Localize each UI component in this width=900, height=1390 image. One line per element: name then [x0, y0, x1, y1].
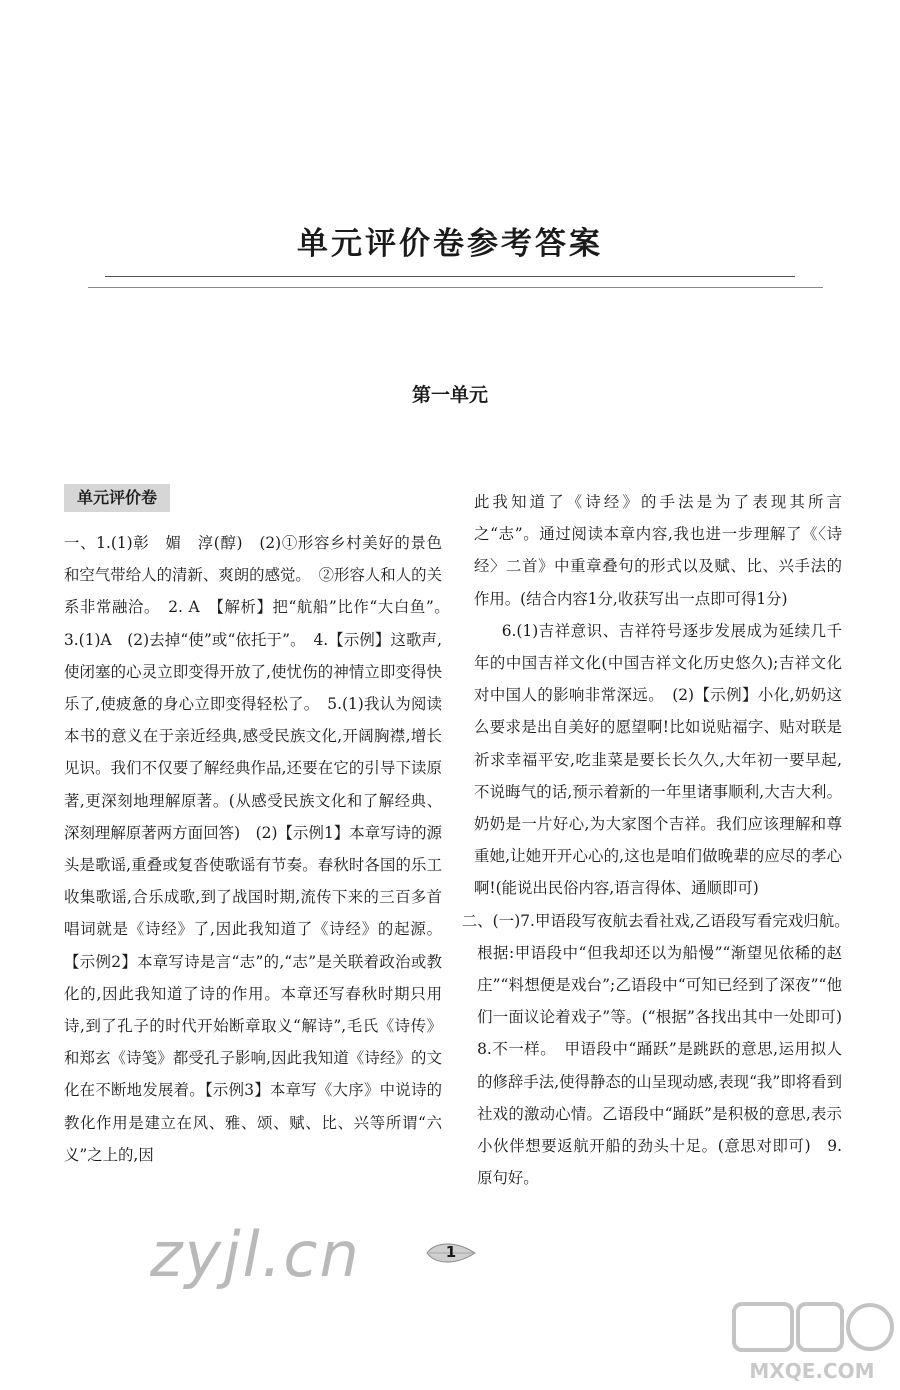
title-divider — [105, 276, 795, 277]
page-title: 单元评价卷参考答案 — [297, 226, 603, 262]
svg-text:MXQE.COM: MXQE.COM — [749, 1359, 875, 1383]
answer-paragraph: 此我知道了《诗经》的手法是为了表现其所言之“志”。通过阅读本章内容,我也进一步理解了《〈诗经〉二首》中重章叠句的形式以及赋、比、兴手法的作用。(结合内容1分,收获写出一点即可得1分) — [474, 493, 842, 608]
left-column — [64, 527, 458, 1171]
section-label: 单元评价卷 — [64, 484, 170, 512]
title-divider-secondary — [88, 287, 823, 288]
unit-title: 第一单元 — [411, 384, 488, 406]
answer-paragraph: 一、1.(1)彰 媚 淳(醇) (2)①形容乡村美好的景色和空气带给人的清新、爽朗的感觉。 ②形容人和人的关系非常融洽。 2. A 【解析】把“航船”比作“大白鱼”。 3.(1)A (2)去掉“使”或“依托于”。 4.【示例】这歌声,使闭塞的心灵立即变得开放了,使忧伤的神情立即变得快乐了,使疲惫的身心立即变得轻松了。 5.(1)我认为阅读本书的意义在于亲近经典,感受民族文化,开阔胸襟,增长见识。我们不仅要了解经典作品,还要在它的引导下读原著,更深刻地理解原著。(从感受民族文化和了解经典、深刻理解原著两方面回答) (2)【示例1】本章写诗的源头是歌谣,重叠或复沓使歌谣有节奏。春秋时各国的乐工收集歌谣,合乐成歌,到了战国时期,流传下来的三百多首唱词就是《诗经》了,因此我知道了《诗经》的起源。【示例2】本章写诗是言“志”的,“志”是关联着政治或教化的,因此我知道了诗的作用。本章还写春秋时期只用诗,到了孔子的时代开始断章取义“解诗”,毛氏《诗传》和郑玄《诗笺》都受孔子影响,因此我知道《诗经》的文化在不断地发展着。【示例3】本章写《大序》中说诗的教化作用是建立在风、雅、颂、赋、比、兴等所谓“六义”之上的,因 — [64, 534, 458, 1164]
page-number-badge — [425, 1240, 477, 1266]
watermark-logo — [730, 1298, 895, 1386]
page-number: 1 — [445, 1243, 457, 1261]
right-column — [461, 486, 858, 1194]
watermark-text: zyjl.cn — [150, 1218, 361, 1291]
answer-paragraph: 6.(1)吉祥意识、吉祥符号逐步发展成为延续几千年的中国吉祥文化(中国吉祥文化历史悠久);吉祥文化对中国人的影响非常深远。 (2)【示例】小化,奶奶这么要求是出自美好的愿望啊!比如说贴福字、贴对联是祈求幸福平安,吃韭菜是要长长久久,大年初一要早起,不说晦气的话,预示着新的一年里诸事顺利,大吉大利。奶奶是一片好心,为大家图个吉祥。我们应该理解和尊重她,让她开开心心的,这也是咱们做晚辈的应尽的孝心啊!(能说出民俗内容,语言得体、通顺即可) — [474, 621, 842, 898]
answer-paragraph: 二、(一)7.甲语段写夜航去看社戏,乙语段写看完戏归航。 根据:甲语段中“但我却还以为船慢”“渐望见依稀的赵庄”“料想便是戏台”;乙语段中“可知已经到了深夜”“他们一面议论着戏子”等。(“根据”各找出其中一处即可) 8.不一样。 甲语段中“踊跃”是跳跃的意思,运用拟人的修辞手法,使得静态的山呈现动感,表现“我”即将看到社戏的激动心情。乙语段中“踊跃”是积极的意思,表示小伙伴想要返航开船的劲头十足。(意思对即可) 9.原句好。 — [461, 911, 858, 1188]
